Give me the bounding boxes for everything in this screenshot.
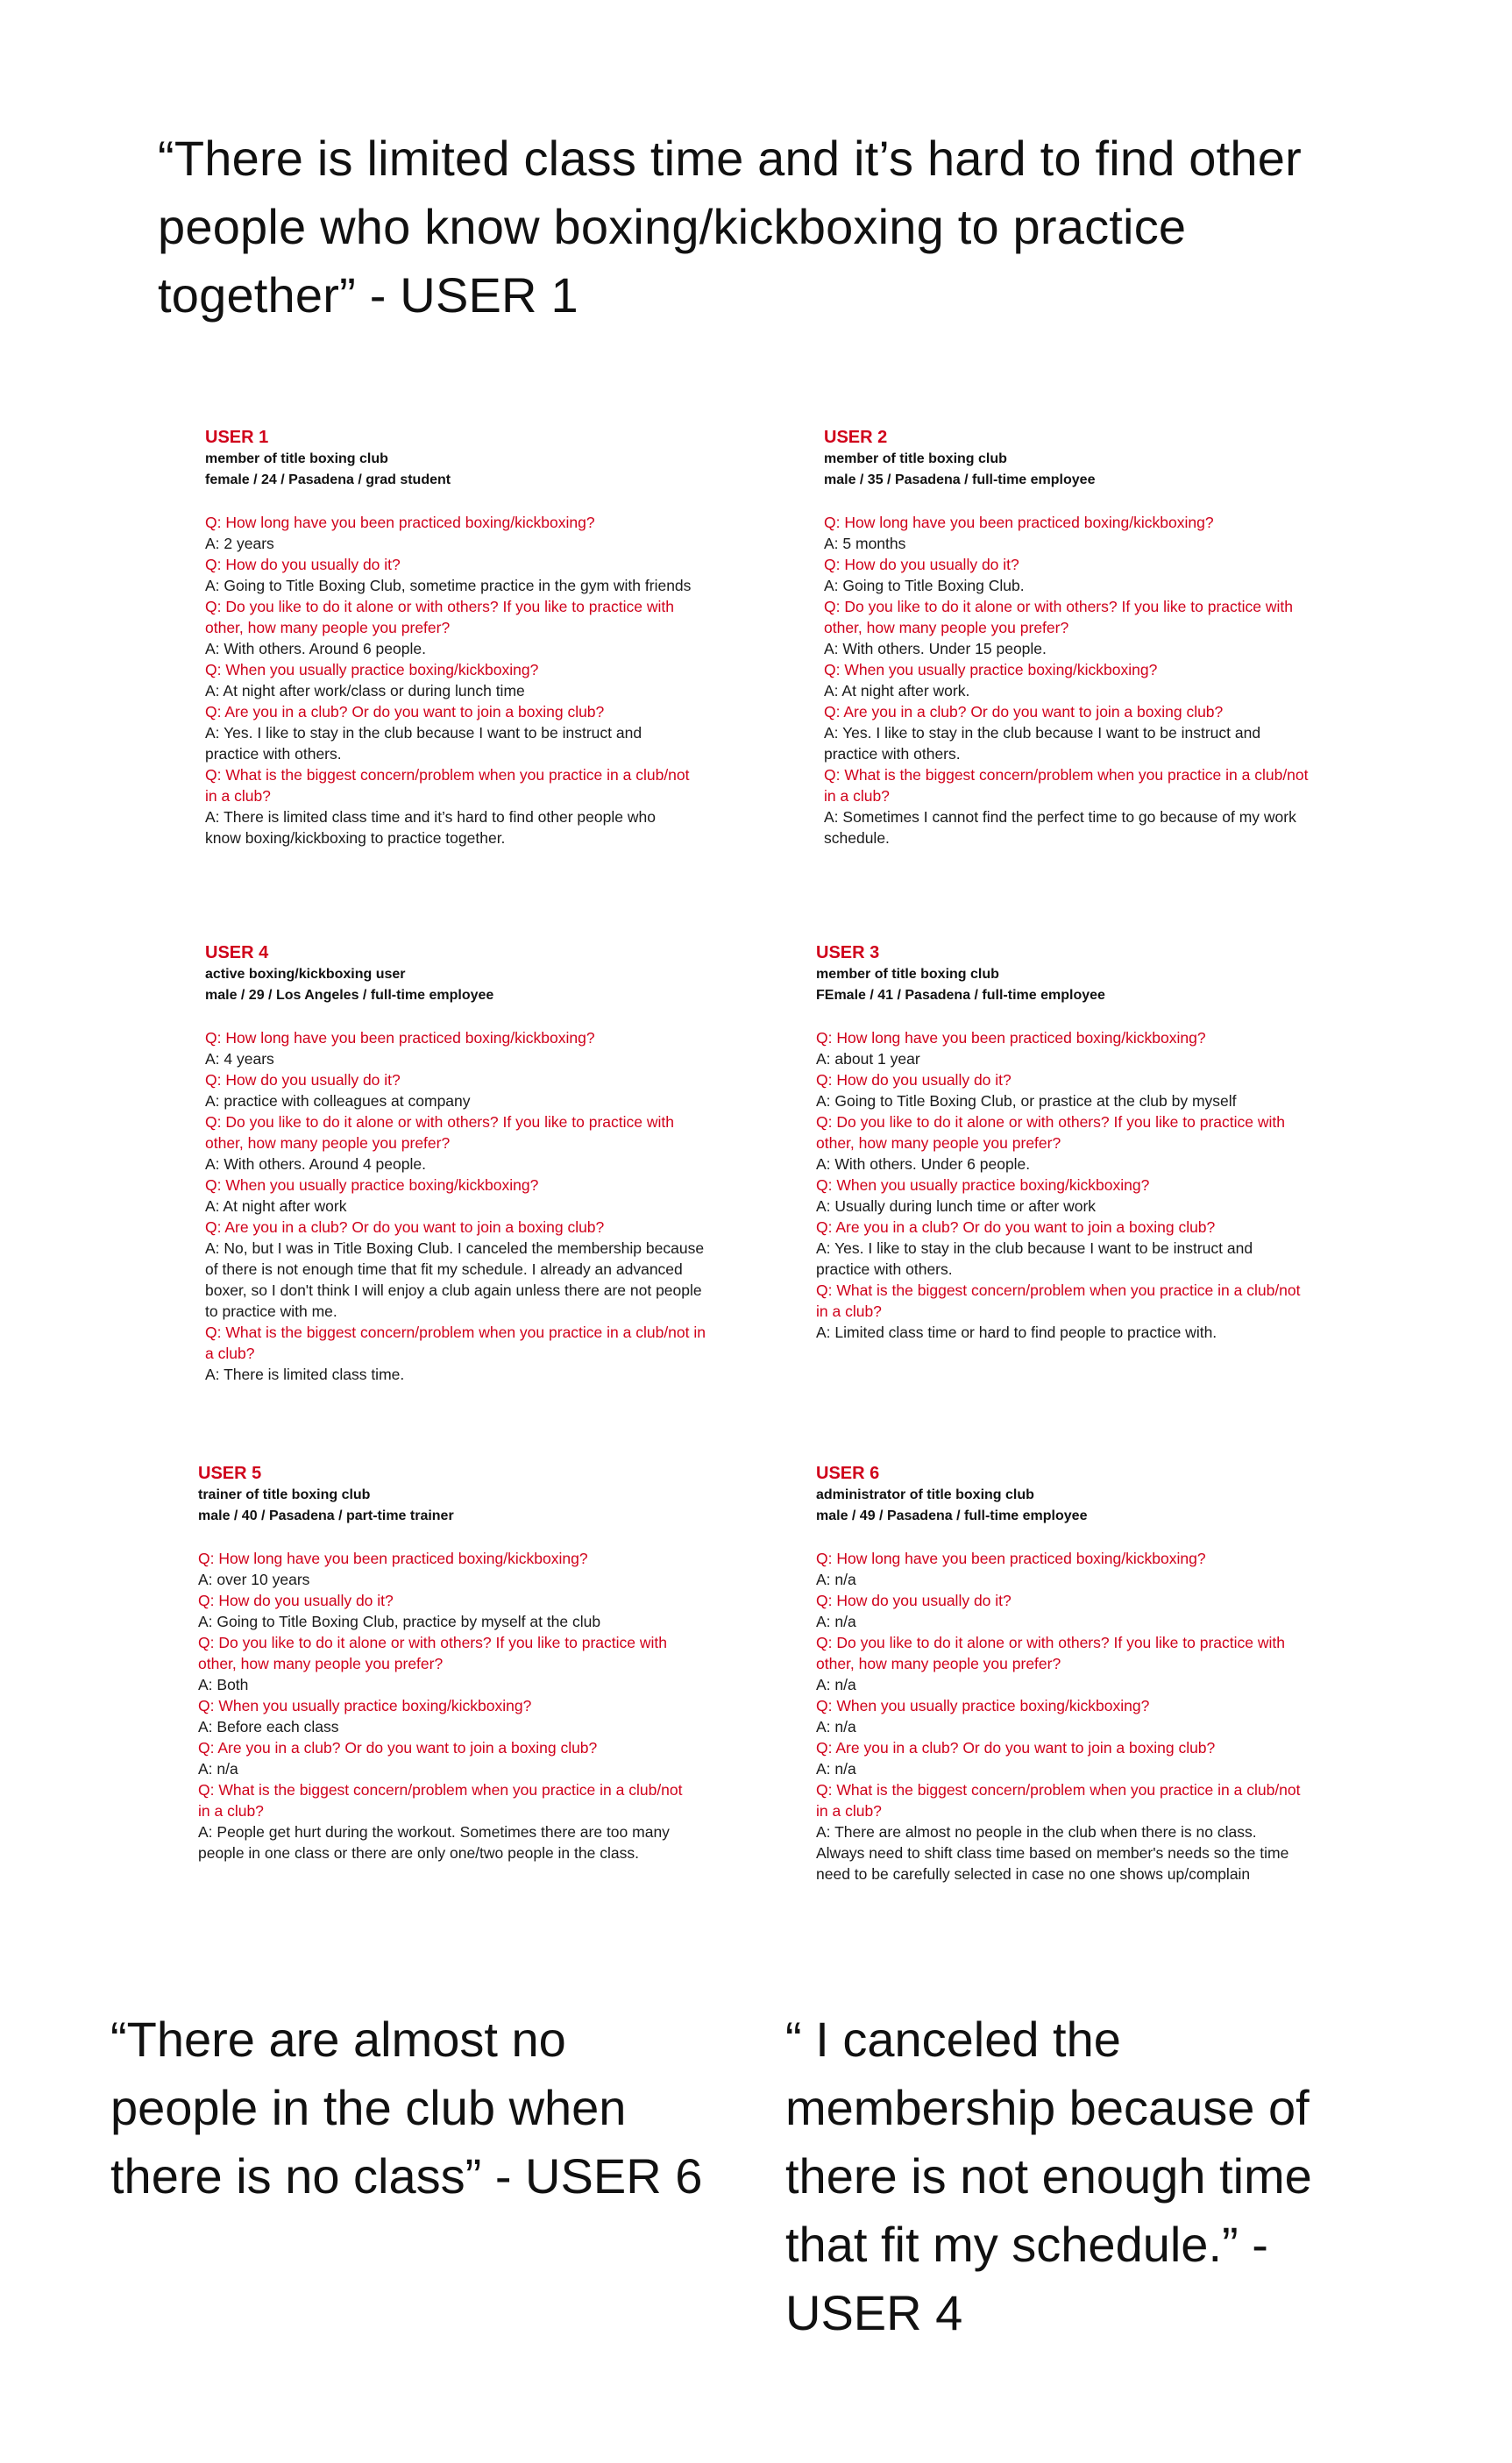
quote-user-4: “ I canceled the membership because of there is not enough time that fit my schedule.” - USER 4 [785, 2012, 1312, 2340]
answer: A: Going to Title Boxing Club. [824, 577, 1025, 594]
answer: A: 2 years [205, 535, 274, 552]
answer: A: about 1 year [816, 1050, 920, 1068]
answer: A: practice with colleagues at company [205, 1092, 471, 1110]
answer: A: n/a [816, 1571, 856, 1588]
question: Q: Do you like to do it alone or with others? If you like to practice with other, how many people you prefer? [198, 1634, 667, 1672]
answer: A: Yes. I like to stay in the club because I want to be instruct and practice with others. [816, 1239, 1253, 1278]
question: Q: How do you usually do it? [205, 556, 401, 573]
user-card [198, 1462, 685, 1863]
answer: A: n/a [816, 1613, 856, 1630]
question: Q: Do you like to do it alone or with others? If you like to practice with other, how many people you prefer? [824, 598, 1293, 636]
qa-list [198, 1548, 685, 1863]
question: Q: Are you in a club? Or do you want to join a boxing club? [205, 703, 605, 720]
answer: A: n/a [816, 1676, 856, 1693]
user-role: trainer of title boxing club [198, 1487, 371, 1502]
question: Q: Are you in a club? Or do you want to join a boxing club? [816, 1218, 1216, 1236]
question: Q: Do you like to do it alone or with others? If you like to practice with other, how many people you prefer? [816, 1634, 1285, 1672]
question: Q: What is the biggest concern/problem when you practice in a club/not in a club? [205, 1324, 706, 1362]
user-card [816, 1462, 1303, 1885]
user-demographics: male / 40 / Pasadena / part-time trainer [198, 1508, 454, 1523]
user-label: USER 4 [205, 943, 269, 962]
question: Q: When you usually practice boxing/kickboxing? [824, 661, 1158, 678]
question: Q: Are you in a club? Or do you want to join a boxing club? [205, 1218, 605, 1236]
question: Q: How long have you been practiced boxing/kickboxing? [198, 1550, 588, 1567]
qa-list [205, 512, 692, 848]
question: Q: What is the biggest concern/problem when you practice in a club/not in a club? [824, 766, 1309, 805]
answer: A: With others. Around 6 people. [205, 640, 426, 657]
answer: A: Both [198, 1676, 249, 1693]
question: Q: What is the biggest concern/problem when you practice in a club/not in a club? [816, 1781, 1301, 1820]
answer: A: At night after work. [824, 682, 970, 699]
answer: A: There is limited class time and it’s hard to find other people who know boxing/kickboxing to practice together. [205, 808, 656, 847]
answer: A: With others. Under 15 people. [824, 640, 1047, 657]
qa-list [205, 1027, 709, 1385]
answer: A: Before each class [198, 1718, 339, 1735]
user-role: member of title boxing club [205, 451, 388, 466]
question: Q: When you usually practice boxing/kickboxing? [816, 1697, 1150, 1714]
user-card [205, 426, 692, 848]
question: Q: How long have you been practiced boxing/kickboxing? [816, 1029, 1206, 1047]
user-label: USER 2 [824, 428, 888, 447]
answer: A: Limited class time or hard to find people to practice with. [816, 1324, 1217, 1341]
user-card [824, 426, 1310, 848]
user-demographics: male / 49 / Pasadena / full-time employee [816, 1508, 1088, 1523]
user-role: member of title boxing club [824, 451, 1007, 466]
question: Q: How long have you been practiced boxing/kickboxing? [205, 514, 595, 531]
question: Q: Are you in a club? Or do you want to join a boxing club? [824, 703, 1224, 720]
question: Q: When you usually practice boxing/kickboxing? [198, 1697, 532, 1714]
question: Q: What is the biggest concern/problem when you practice in a club/not in a club? [198, 1781, 683, 1820]
user-role: member of title boxing club [816, 967, 999, 982]
user-demographics: FEmale / 41 / Pasadena / full-time employee [816, 988, 1105, 1003]
user-label: USER 6 [816, 1464, 880, 1483]
question: Q: How long have you been practiced boxing/kickboxing? [816, 1550, 1206, 1567]
answer: A: There are almost no people in the club when there is no class. Always need to shift class time based on member's needs so the time need to be carefully selected in case no one shows up/complain [816, 1823, 1289, 1883]
answer: A: No, but I was in Title Boxing Club. I canceled the membership because of there is not enough time that fit my schedule. I already an advanced boxer, so I don't think I will enjoy a club again unless there are not people to practice with me. [205, 1239, 705, 1320]
answer: A: 5 months [824, 535, 906, 552]
user-demographics: female / 24 / Pasadena / grad student [205, 472, 451, 487]
user-demographics: male / 29 / Los Angeles / full-time employee [205, 988, 494, 1003]
question: Q: When you usually practice boxing/kickboxing? [205, 1176, 539, 1194]
question: Q: What is the biggest concern/problem when you practice in a club/not in a club? [205, 766, 690, 805]
question: Q: Are you in a club? Or do you want to join a boxing club? [816, 1739, 1216, 1757]
question: Q: Do you like to do it alone or with others? If you like to practice with other, how many people you prefer? [205, 598, 674, 636]
answer: A: Going to Title Boxing Club, practice by myself at the club [198, 1613, 601, 1630]
answer: A: At night after work/class or during lunch time [205, 682, 525, 699]
question: Q: Are you in a club? Or do you want to join a boxing club? [198, 1739, 598, 1757]
answer: A: With others. Around 4 people. [205, 1155, 426, 1173]
question: Q: How long have you been practiced boxing/kickboxing? [824, 514, 1214, 531]
answer: A: Going to Title Boxing Club, or prastice at the club by myself [816, 1092, 1237, 1110]
user-label: USER 5 [198, 1464, 262, 1483]
answer: A: There is limited class time. [205, 1366, 405, 1383]
answer: A: Usually during lunch time or after work [816, 1197, 1097, 1215]
answer: A: Sometimes I cannot find the perfect time to go because of my work schedule. [824, 808, 1296, 847]
qa-list [816, 1548, 1303, 1885]
question: Q: How do you usually do it? [816, 1071, 1012, 1089]
user-label: USER 3 [816, 943, 880, 962]
user-label: USER 1 [205, 428, 269, 447]
question: Q: How long have you been practiced boxing/kickboxing? [205, 1029, 595, 1047]
question: Q: Do you like to do it alone or with others? If you like to practice with other, how many people you prefer? [816, 1113, 1285, 1152]
user-card [816, 941, 1307, 1343]
question: Q: How do you usually do it? [205, 1071, 401, 1089]
answer: A: Going to Title Boxing Club, sometime practice in the gym with friends [205, 577, 692, 594]
top-quote: “There is limited class time and it’s hard to find other people who know boxing/kickboxing to practice together” - USER 1 [158, 131, 1302, 323]
answer: A: n/a [816, 1760, 856, 1778]
question: Q: When you usually practice boxing/kickboxing? [205, 661, 539, 678]
quote-user-6: “There are almost no people in the club when there is no class” - USER 6 [110, 2012, 703, 2204]
answer: A: n/a [816, 1718, 856, 1735]
question: Q: How do you usually do it? [816, 1592, 1012, 1609]
question: Q: What is the biggest concern/problem when you practice in a club/not in a club? [816, 1281, 1301, 1320]
question: Q: When you usually practice boxing/kickboxing? [816, 1176, 1150, 1194]
question: Q: How do you usually do it? [824, 556, 1019, 573]
answer: A: over 10 years [198, 1571, 310, 1588]
question: Q: Do you like to do it alone or with others? If you like to practice with other, how many people you prefer? [205, 1113, 674, 1152]
qa-list [824, 512, 1310, 848]
user-role: administrator of title boxing club [816, 1487, 1034, 1502]
user-demographics: male / 35 / Pasadena / full-time employee [824, 472, 1096, 487]
answer: A: 4 years [205, 1050, 274, 1068]
user-card [205, 941, 709, 1385]
qa-list [816, 1027, 1307, 1343]
answer: A: With others. Under 6 people. [816, 1155, 1031, 1173]
answer: A: People get hurt during the workout. Sometimes there are too many people in one class or there are only one/two people in the class. [198, 1823, 670, 1862]
user-role: active boxing/kickboxing user [205, 967, 406, 982]
answer: A: Yes. I like to stay in the club because I want to be instruct and practice with others. [205, 724, 642, 763]
question: Q: How do you usually do it? [198, 1592, 394, 1609]
answer: A: At night after work [205, 1197, 347, 1215]
answer: A: n/a [198, 1760, 238, 1778]
answer: A: Yes. I like to stay in the club because I want to be instruct and practice with others. [824, 724, 1261, 763]
